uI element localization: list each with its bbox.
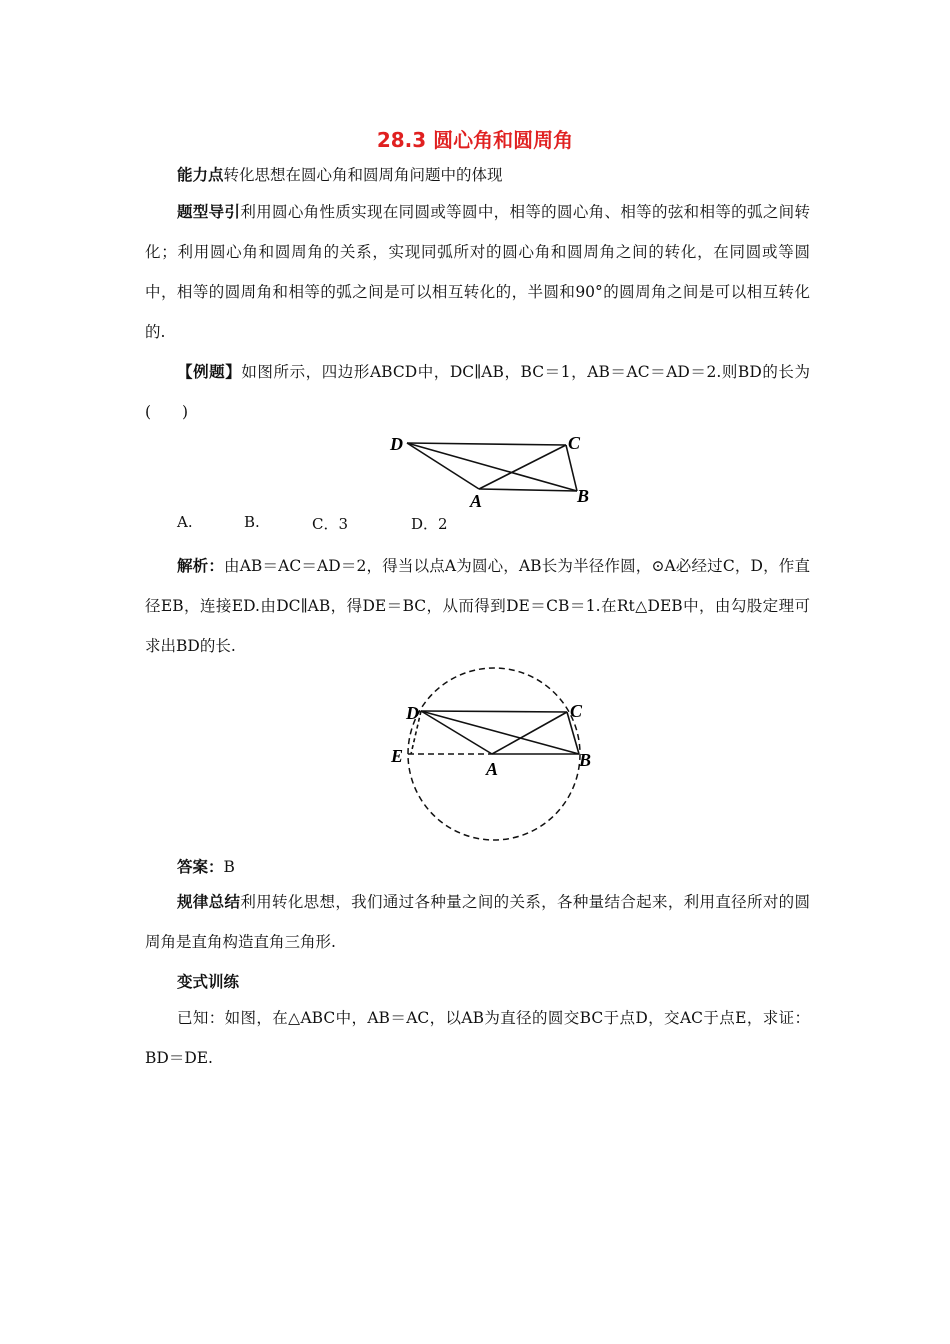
ability-paragraph — [145, 155, 810, 195]
summary-label: 规律总结 — [177, 893, 241, 911]
summary-paragraph — [145, 882, 810, 962]
fig1-label-c: C — [568, 433, 581, 453]
exercise-paragraph: 已知：如图，在△ABC中，AB＝AC，以AB为直径的圆交BC于点D，交AC于点E，求证：BD＝DE. — [145, 1009, 810, 1067]
fig2-label-e: E — [391, 746, 404, 766]
fig1-label-a: A — [470, 491, 483, 511]
fig2-label-a: A — [486, 759, 499, 779]
analysis-text: 由AB＝AC＝AD＝2，得当以点A为圆心，AB长为半径作圆，⊙A必经过C，D，作直径EB，连接ED.由DC∥AB，得DE＝BC，从而得到DE＝CB＝1.在Rt△DEB中，由勾股定理可求出BD的长. — [145, 557, 810, 655]
answer-label: 答案： — [177, 858, 224, 876]
answer-paragraph — [145, 847, 810, 887]
fig1-label-d: D — [390, 434, 403, 454]
example-text: 如图所示，四边形ABCD中，DC∥AB，BC＝1，AB＝AC＝AD＝2.则BD的长为( ) — [145, 363, 810, 421]
option-a: A. — [177, 513, 193, 531]
variant-heading: 变式训练 — [177, 973, 240, 991]
guide-text: 利用圆心角性质实现在同圆或等圆中，相等的圆心角、相等的弦和相等的弧之间转化；利用圆心角和圆周角的关系，实现同弧所对的圆心角和圆周角之间的转化，在同圆或等圆中，相等的圆周角和相等的弧之间是可以相互转化的，半圆和90°的圆周角之间是可以相互转化的. — [145, 203, 810, 341]
figure-circle — [380, 665, 620, 860]
example-paragraph — [145, 352, 810, 432]
option-d: D．2 — [411, 515, 448, 533]
figure-quadrilateral — [380, 425, 610, 515]
guide-label: 题型导引 — [177, 203, 241, 221]
option-c: C．3 — [312, 515, 349, 533]
fig2-label-b: B — [579, 750, 592, 770]
fig1-label-b: B — [577, 486, 590, 506]
fig2-label-c: C — [570, 701, 583, 721]
ability-text: 转化思想在圆心角和圆周角问题中的体现 — [223, 166, 503, 184]
analysis-paragraph — [145, 546, 810, 666]
option-b: B. — [244, 513, 260, 531]
summary-text: 利用转化思想，我们通过各种量之间的关系，各种量结合起来，利用直径所对的圆周角是直角构造直角三角形. — [145, 893, 810, 951]
fig2-label-d: D — [406, 703, 419, 723]
answer-value: B — [223, 858, 235, 876]
analysis-label: 解析： — [177, 557, 225, 575]
guide-paragraph — [145, 192, 810, 352]
page-title: 28.3 圆心角和圆周角 — [376, 128, 574, 152]
example-label: 【例题】 — [177, 363, 242, 381]
ability-label: 能力点 — [177, 166, 224, 184]
